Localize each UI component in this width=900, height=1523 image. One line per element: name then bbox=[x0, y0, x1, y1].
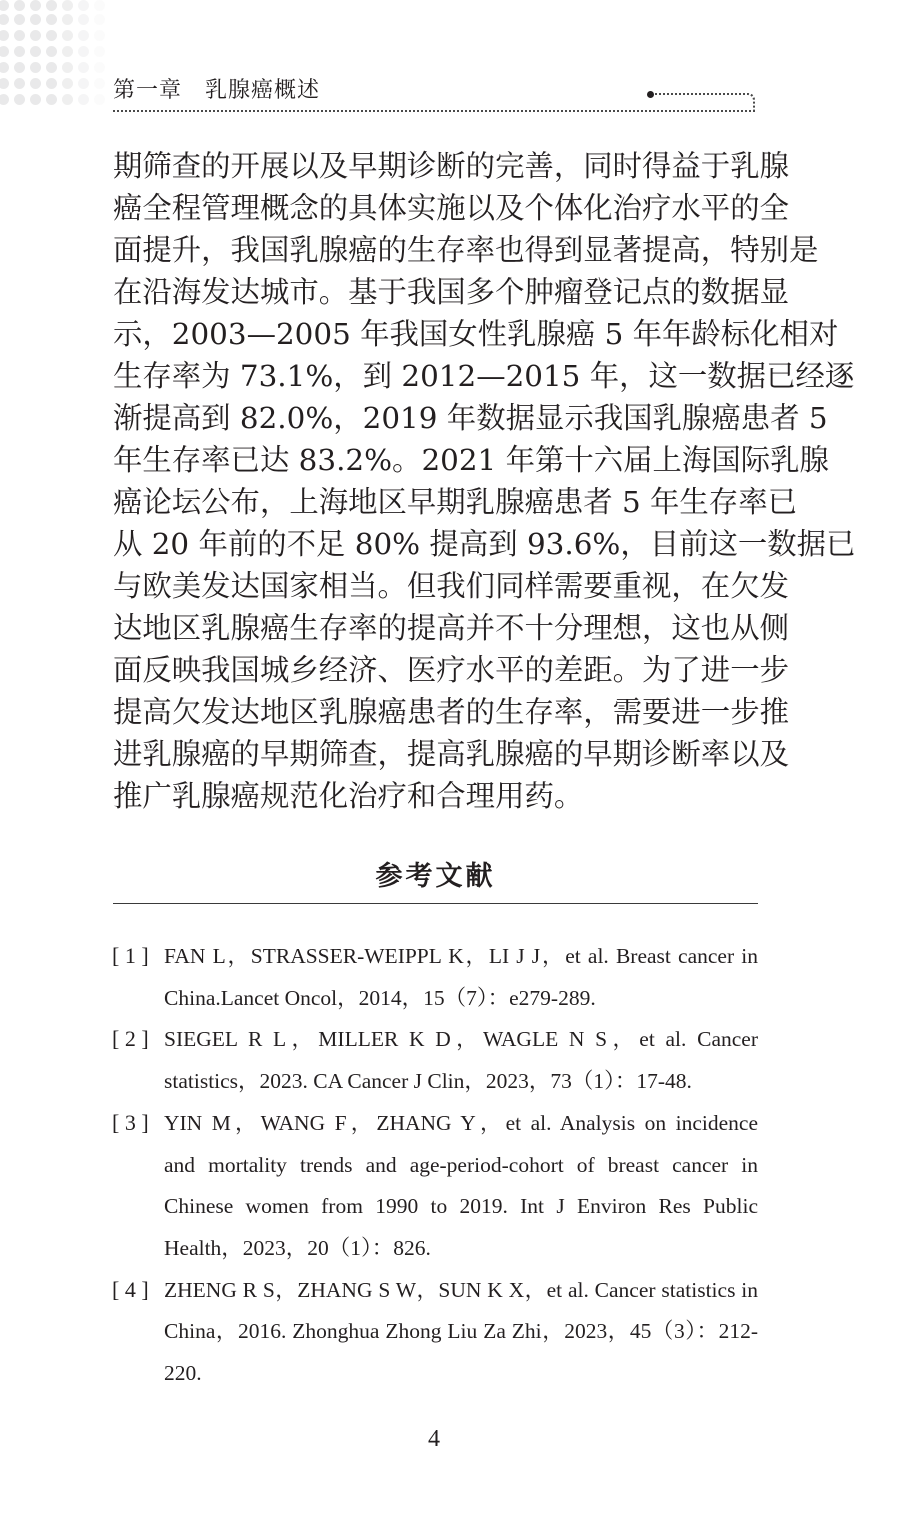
decorative-dot-grid bbox=[0, 0, 115, 105]
reference-number: [ 3 ] bbox=[112, 1110, 149, 1135]
reference-line: China.Lancet Oncol，2014，15（7）：e279-289. bbox=[164, 986, 596, 1010]
reference-line: ZHENG R S，ZHANG S W，SUN K X，et al. Cancer statistics in bbox=[164, 1278, 758, 1302]
body-line: 期筛查的开展以及早期诊断的完善，同时得益于乳腺 bbox=[113, 149, 789, 183]
header-dotted-rule-hook bbox=[651, 93, 755, 112]
body-line: 示，2003—2005 年我国女性乳腺癌 5 年年龄标化相对 bbox=[113, 317, 839, 351]
reference-line: YIN M，WANG F，ZHANG Y，et al. Analysis on incidence bbox=[164, 1111, 758, 1135]
reference-line: and mortality trends and age-period-cohort of breast cancer in bbox=[164, 1153, 758, 1177]
reference-line: Chinese women from 1990 to 2019. Int J Environ Res Public bbox=[164, 1194, 758, 1218]
running-header-chapter-title: 第一章 乳腺癌概述 bbox=[113, 78, 321, 103]
body-line: 面反映我国城乡经济、医疗水平的差距。为了进一步 bbox=[113, 653, 789, 687]
reference-line: China，2016. Zhonghua Zhong Liu Za Zhi，2023，45（3）：212- bbox=[164, 1319, 758, 1343]
body-line: 与欧美发达国家相当。但我们同样需要重视，在欠发 bbox=[113, 569, 789, 603]
reference-line: SIEGEL R L，MILLER K D，WAGLE N S，et al. Cancer bbox=[164, 1027, 758, 1051]
reference-line: 220. bbox=[164, 1361, 202, 1385]
body-line: 渐提高到 82.0%，2019 年数据显示我国乳腺癌患者 5 bbox=[113, 401, 828, 435]
reference-line: Health，2023，20（1）：826. bbox=[164, 1236, 431, 1260]
reference-number: [ 4 ] bbox=[112, 1277, 149, 1302]
references-heading-rule bbox=[113, 903, 758, 904]
body-line: 进乳腺癌的早期筛查，提高乳腺癌的早期诊断率以及 bbox=[113, 737, 789, 771]
body-line: 癌论坛公布，上海地区早期乳腺癌患者 5 年生存率已 bbox=[113, 485, 797, 519]
page-number: 4 bbox=[428, 1426, 440, 1452]
body-line: 在沿海发达城市。基于我国多个肿瘤登记点的数据显 bbox=[113, 275, 789, 309]
body-line: 面提升，我国乳腺癌的生存率也得到显著提高，特别是 bbox=[113, 233, 819, 267]
reference-line: statistics，2023. CA Cancer J Clin，2023，73（1）：17-48. bbox=[164, 1069, 692, 1093]
header-bullet-dot-icon bbox=[647, 91, 654, 98]
references-heading: 参考文献 bbox=[375, 861, 496, 892]
body-line: 年生存率已达 83.2%。2021 年第十六届上海国际乳腺 bbox=[113, 443, 829, 477]
reference-number: [ 2 ] bbox=[112, 1026, 149, 1051]
body-line: 达地区乳腺癌生存率的提高并不十分理想，这也从侧 bbox=[113, 611, 789, 645]
body-line: 推广乳腺癌规范化治疗和合理用药。 bbox=[113, 779, 584, 813]
reference-number: [ 1 ] bbox=[112, 943, 149, 968]
body-line: 生存率为 73.1%，到 2012—2015 年，这一数据已经逐 bbox=[113, 359, 855, 393]
body-line: 从 20 年前的不足 80% 提高到 93.6%，目前这一数据已 bbox=[113, 527, 856, 561]
body-line: 提高欠发达地区乳腺癌患者的生存率，需要进一步推 bbox=[113, 695, 789, 729]
reference-line: FAN L，STRASSER-WEIPPL K，LI J J，et al. Breast cancer in bbox=[164, 944, 758, 968]
body-line: 癌全程管理概念的具体实施以及个体化治疗水平的全 bbox=[113, 191, 789, 225]
